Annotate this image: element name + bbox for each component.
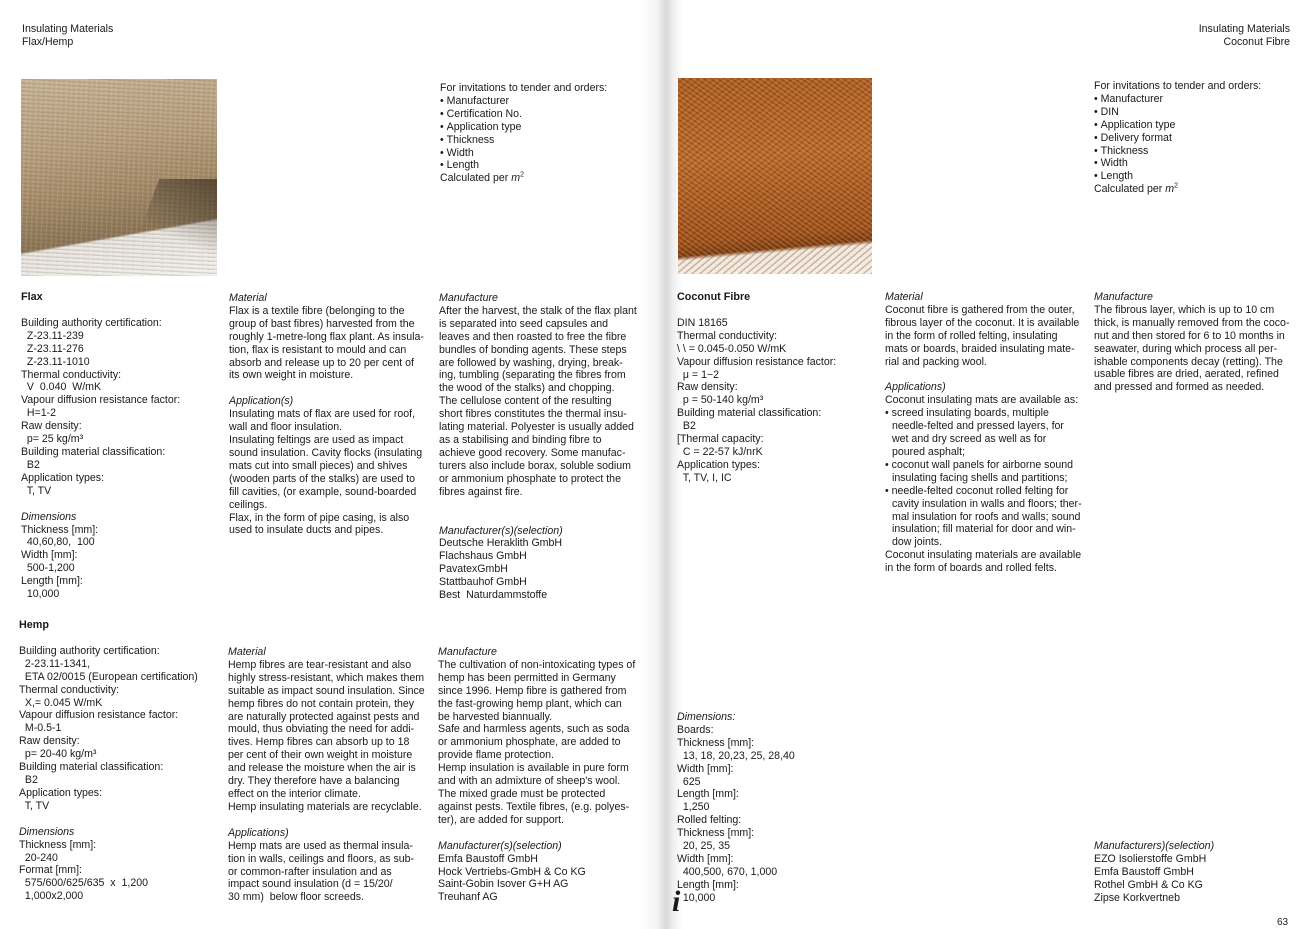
text-line: in the form of rolled felting, insulating: [885, 329, 1058, 342]
text-line: short fibres constitutes the thermal insu-: [439, 408, 627, 421]
tender-item: • Certification No.: [440, 108, 640, 121]
text-line: effect on the interior climate.: [228, 787, 361, 800]
tender-item: • Application type: [1094, 119, 1294, 132]
text-line: turers also include borax, soluble sodium: [439, 459, 631, 472]
dimension-line: 1,250: [677, 801, 710, 814]
property-line: B2: [677, 420, 696, 433]
hemp-material-text: [228, 659, 428, 814]
text-line: used to insulate ducts and pipes.: [229, 524, 384, 537]
flax-property-list: [21, 317, 221, 498]
text-line: the wood of the stalks) and chopping.: [439, 382, 615, 395]
flax-manufacturers-title: Manufacturer(s)(selection): [439, 524, 563, 537]
coconut-manufacturers: [1094, 840, 1294, 905]
hemp-manufacturers-title: Manufacturer(s)(selection): [438, 839, 562, 852]
text-line: wall and floor insulation.: [229, 421, 343, 434]
dimension-line: Rolled felting:: [677, 814, 742, 827]
text-line: as a stabilising and binding fibre to: [439, 433, 602, 446]
hemp-properties: [19, 619, 224, 903]
tender-item: • Delivery format: [1094, 132, 1294, 145]
text-line: ishable components decay (retting). The: [1094, 355, 1283, 368]
tender-item: • Thickness: [1094, 145, 1294, 158]
text-line: its own weight in moisture.: [229, 369, 354, 382]
dimension-line: 10,000: [677, 891, 716, 904]
flax-manufacture-title: Manufacture: [439, 292, 498, 304]
property-line: Application types:: [677, 458, 761, 471]
property-line: T, TV: [21, 484, 52, 497]
tender-item: • DIN: [1094, 106, 1294, 119]
coconut-material-column: [885, 291, 1090, 575]
application-bullet-continuation: wet and dry screed as well as for: [892, 433, 1047, 446]
text-line: seawater, during which process all per-: [1094, 342, 1278, 355]
dimension-line: 500-1,200: [21, 562, 75, 575]
hemp-dimensions-title: Dimensions: [19, 825, 75, 838]
text-line: lating material. Polyester is usually added: [439, 421, 634, 434]
text-line: roughly 1-metre-long flax plant. As insula-: [229, 330, 424, 343]
coconut-dimensions-title: Dimensions:: [677, 711, 736, 723]
property-line: Building authority certification:: [19, 644, 160, 657]
text-line: mats or boards, braided insulating mate-: [885, 342, 1075, 355]
text-line: dry. They therefore have a balancing: [228, 775, 400, 788]
text-line: are naturally protected against pests and: [228, 710, 420, 723]
tender-item: • Width: [1094, 157, 1294, 170]
text-line: tion in walls, ceilings and floors, as sub-: [228, 852, 415, 865]
manufacturer-name: Zipse Korkvertneb: [1094, 891, 1180, 904]
text-line: absorb and release up to 20 per cent of: [229, 356, 414, 369]
text-line: Insulating feltings are used as impact: [229, 434, 404, 447]
property-line: Building material classification:: [677, 407, 822, 420]
property-line: p= 25 kg/m³: [21, 433, 84, 446]
property-line: Building material classification:: [21, 445, 166, 458]
dimension-line: 625: [677, 775, 701, 788]
hemp-heading: Hemp: [19, 619, 49, 631]
text-line: Safe and harmless agents, such as soda: [438, 723, 630, 736]
tender-item: • Length: [1094, 170, 1294, 183]
text-line: suitable as impact sound insulation. Since: [228, 684, 425, 697]
dimension-line: Format [mm]:: [19, 864, 82, 877]
dimension-line: Length [mm]:: [677, 788, 739, 801]
property-line: \ \ = 0.045-0.050 W/mK: [677, 342, 787, 355]
dimension-line: 40,60,80, 100: [21, 536, 95, 549]
tender-title: For invitations to tender and orders:: [1094, 80, 1262, 92]
right-header-line2: Coconut Fibre: [1223, 36, 1290, 48]
flax-properties: [21, 291, 221, 601]
property-line: Vapour diffusion resistance factor:: [19, 709, 179, 722]
dimension-line: Length [mm]:: [677, 878, 739, 891]
property-line: C = 22-57 kJ/nrK: [677, 445, 763, 458]
dimension-line: 20, 25, 35: [677, 840, 731, 853]
text-line: After the harvest, the stalk of the flax plant: [439, 304, 637, 317]
manufacturer-name: Flachshaus GmbH: [439, 550, 527, 563]
flax-manufacturer-list: [439, 537, 639, 602]
property-line: Z-23.11-1010: [21, 355, 90, 368]
text-line: or ammonium phosphate, are added to: [438, 736, 621, 749]
coconut-heading: Coconut Fibre: [677, 291, 751, 303]
flax-manufacture-text: [439, 305, 639, 499]
text-line: rial and packing wool.: [885, 355, 987, 368]
text-line: The cellulose content of the resulting: [439, 395, 612, 408]
left-tender-box: [440, 82, 640, 185]
manufacturer-name: Deutsche Heraklith GmbH: [439, 537, 563, 550]
text-line: be harvested biannually.: [438, 710, 553, 723]
tender-item: • Manufacturer: [1094, 93, 1294, 106]
text-line: thick, is manually removed from the coco-: [1094, 316, 1290, 329]
manufacturer-name: Saint-Gobin Isover G+H AG: [438, 878, 569, 891]
text-line: Hemp insulation is available in pure form: [438, 762, 629, 775]
text-line: fibres against fire.: [439, 485, 523, 498]
right-tender-box: [1094, 80, 1294, 196]
property-line: Raw density:: [21, 420, 82, 433]
text-line: are followed by washing, drying, break-: [439, 356, 623, 369]
book-gutter: [640, 0, 682, 929]
coconut-manufacturers-title: Manufacturers)(selection): [1094, 840, 1215, 852]
flax-material-text: [229, 305, 429, 382]
manufacturer-name: Best Naturdammstoffe: [439, 589, 548, 602]
property-line: Building authority certification:: [21, 316, 162, 329]
hemp-applications-text: [228, 840, 428, 905]
text-line: Flax, in the form of pipe casing, is also: [229, 511, 410, 524]
dimension-line: 13, 18, 20,23, 25, 28,40: [677, 749, 795, 762]
property-line: Thermal conductivity:: [21, 368, 122, 381]
text-line: Hemp mats are used as thermal insula-: [228, 839, 413, 852]
left-header-line2: Flax/Hemp: [22, 36, 74, 48]
dimension-line: Width [mm]:: [21, 549, 78, 562]
text-line: the fast-growing hemp plant, which can: [438, 697, 622, 710]
property-line: Raw density:: [677, 381, 738, 394]
dimension-line: Thickness [mm]:: [19, 838, 97, 851]
coconut-applications-outro: [885, 549, 1090, 575]
text-line: The cultivation of non-intoxicating types of: [438, 658, 636, 671]
property-line: B2: [19, 773, 38, 786]
hemp-manufacture-text: [438, 659, 638, 827]
hemp-property-list: [19, 645, 224, 813]
dimension-line: Thickness [mm]:: [677, 736, 755, 749]
tender-item: • Width: [440, 147, 640, 160]
coconut-property-list: [677, 317, 877, 485]
margin-letter-glyph: i: [672, 885, 681, 918]
manufacturer-name: Emfa Baustoff GmbH: [438, 852, 538, 865]
property-line: Vapour diffusion resistance factor:: [21, 394, 181, 407]
flax-material-title: Material: [229, 292, 267, 304]
property-line: T, TV: [19, 799, 50, 812]
text-line: tives. Hemp fibres can absorb up to 18: [228, 736, 410, 749]
property-line: X,= 0.045 W/mK: [19, 696, 103, 709]
manufacturer-name: Rothel GmbH & Co KG: [1094, 878, 1203, 891]
property-line: Vapour diffusion resistance factor:: [677, 355, 837, 368]
property-line: Thermal conductivity:: [677, 329, 778, 342]
text-line: in the form of boards and rolled felts.: [885, 562, 1057, 575]
hemp-dimension-list: [19, 839, 224, 904]
hemp-applications-title: Applications): [228, 826, 289, 839]
text-line: Flax is a textile fibre (belonging to the: [229, 304, 405, 317]
property-line: H=1-2: [21, 407, 57, 420]
text-line: highly stress-resistant, which makes them: [228, 671, 425, 684]
flax-applications-title: Application(s): [229, 395, 294, 408]
text-line: leaves and then roasted to free the fibre: [439, 330, 627, 343]
tender-title: For invitations to tender and orders:: [440, 82, 608, 94]
coconut-material-title: Material: [885, 291, 923, 303]
text-line: mould, thus obviating the need for addi-: [228, 723, 415, 736]
text-line: bundles of bonding agents. These steps: [439, 343, 627, 356]
text-line: impact sound insulation (d = 15/20/: [228, 878, 393, 891]
dimension-line: 10,000: [21, 588, 60, 601]
flax-manufacture-column: [439, 292, 639, 602]
property-line: Z-23.11-239: [21, 329, 84, 342]
dimension-line: 575/600/625/635 x 1,200: [19, 877, 148, 890]
property-line: T, TV, I, IC: [677, 471, 732, 484]
application-bullet: • needle-felted coconut rolled felting for: [885, 484, 1069, 497]
hemp-manufacturer-list: [438, 853, 638, 905]
hemp-material-title: Material: [228, 646, 266, 658]
application-bullet-continuation: needle-felted and pressed layers, for: [892, 420, 1064, 433]
text-line: Hemp insulating materials are recyclable.: [228, 800, 422, 813]
dimension-line: 1,000x2,000: [19, 890, 84, 903]
coconut-manufacture-title: Manufacture: [1094, 291, 1153, 303]
text-line: achieve good recovery. Some manufac-: [439, 446, 626, 459]
property-line: 2-23.11-1341,: [19, 657, 91, 670]
dimension-line: Thickness [mm]:: [677, 827, 755, 840]
text-line: and pressed and formed as needed.: [1094, 381, 1265, 394]
property-line: p= 20-40 kg/m³: [19, 748, 97, 761]
property-line: Thermal conductivity:: [19, 683, 120, 696]
application-bullet-continuation: poured asphalt;: [892, 445, 966, 458]
dimension-line: Width [mm]:: [677, 852, 734, 865]
text-line: fill cavities, (or example, sound-boarded: [229, 485, 417, 498]
manufacturer-name: Emfa Baustoff GmbH: [1094, 865, 1194, 878]
right-running-header: [1199, 23, 1290, 49]
application-bullet-continuation: cavity insulation in walls and floors; ther-: [892, 497, 1082, 510]
right-header-line1: Insulating Materials: [1198, 23, 1290, 35]
tender-calc: Calculated per $m^2$: [1094, 182, 1178, 196]
application-bullet-continuation: mal insulation for roofs and walls; sound: [892, 510, 1081, 523]
tender-list: [1094, 93, 1294, 183]
text-line: tion, flax is resistant to mould and can: [229, 343, 407, 356]
application-bullet-continuation: insulating facing shells and partitions;: [892, 471, 1068, 484]
coconut-dimension-list: [677, 724, 877, 905]
property-line: M-0.5-1: [19, 722, 62, 735]
text-line: and with an admixture of sheep's wool.: [438, 775, 621, 788]
text-line: ter), are added for support.: [438, 813, 565, 826]
tender-item: • Thickness: [440, 134, 640, 147]
text-line: or common-rafter insulation and as: [228, 865, 392, 878]
text-line: mats cut into small pieces) and shives: [229, 459, 408, 472]
hemp-manufacture-title: Manufacture: [438, 646, 497, 658]
dimension-line: 400,500, 670, 1,000: [677, 865, 778, 878]
coconut-fibre-photo: [678, 78, 872, 274]
flax-material-column: [229, 292, 429, 537]
property-line: [Thermal capacity:: [677, 433, 764, 446]
left-header-line1: Insulating Materials: [22, 23, 114, 35]
manufacturer-name: Stattbauhof GmbH: [439, 576, 527, 589]
property-line: Application types:: [21, 471, 105, 484]
flax-heading: Flax: [21, 291, 43, 303]
left-running-header: [22, 23, 113, 49]
tender-item: • Length: [440, 159, 640, 172]
text-line: hemp fibres do not contain protein, they: [228, 697, 415, 710]
text-line: Hemp fibres are tear-resistant and also: [228, 658, 412, 671]
coconut-dimensions: [677, 711, 877, 905]
application-bullet-continuation: insulation; fill material for door and win-: [892, 523, 1076, 536]
text-line: per cent of their own weight in moisture: [228, 749, 413, 762]
text-line: nut and then stored for 6 to 10 months in: [1094, 329, 1285, 342]
property-line: Z-23.11-276: [21, 342, 84, 355]
coconut-properties: [677, 291, 877, 485]
manufacturer-name: Hock Vertriebs-GmbH & Co KG: [438, 865, 586, 878]
flax-dimensions-title: Dimensions: [21, 510, 77, 523]
coconut-manufacture-column: [1094, 291, 1294, 394]
text-line: sound insulation. Cavity flocks (insulating: [229, 446, 423, 459]
tender-item: • Manufacturer: [440, 95, 640, 108]
property-line: Application types:: [19, 786, 103, 799]
coconut-manufacture-text: [1094, 304, 1294, 394]
text-line: or ammonium phosphate to protect the: [439, 472, 621, 485]
coconut-material-text: [885, 304, 1090, 369]
property-line: V 0.040 W/mK: [21, 381, 102, 394]
manufacturer-name: EZO Isolierstoffe GmbH: [1094, 852, 1207, 865]
application-bullet: • coconut wall panels for airborne sound: [885, 458, 1074, 471]
tender-calc: Calculated per $m^2$: [440, 171, 524, 185]
tender-list: [440, 95, 640, 172]
application-bullet: • screed insulating boards, multiple: [885, 407, 1049, 420]
text-line: and release the moisture when the air is: [228, 762, 416, 775]
tender-item: • Application type: [440, 121, 640, 134]
coconut-applications-title: Applications): [885, 381, 946, 394]
flax-insulation-photo: [21, 79, 217, 276]
text-line: since 1996. Hemp fibre is gathered from: [438, 684, 627, 697]
property-line: μ = 1−2: [677, 368, 720, 381]
text-line: Coconut fibre is gathered from the outer,: [885, 303, 1075, 316]
coconut-applications-list: [885, 407, 1090, 549]
text-line: ceilings.: [229, 498, 268, 511]
text-line: group of bast fibres) harvested from the: [229, 317, 415, 330]
property-line: Raw density:: [19, 735, 80, 748]
property-line: B2: [21, 458, 40, 471]
text-line: fibrous layer of the coconut. It is available: [885, 316, 1080, 329]
text-line: is separated into seed capsules and: [439, 317, 609, 330]
text-line: The fibrous layer, which is up to 10 cm: [1094, 303, 1275, 316]
text-line: Insulating mats of flax are used for roof,: [229, 408, 416, 421]
text-line: The mixed grade must be protected: [438, 787, 606, 800]
page-number: 63: [1277, 917, 1289, 928]
coconut-applications-intro: Coconut insulating mats are available as:: [885, 394, 1079, 407]
hemp-material-column: [228, 646, 428, 904]
manufacturer-name: Treuhanf AG: [438, 891, 498, 904]
property-line: ETA 02/0015 (European certification): [19, 670, 198, 683]
manufacturer-name: PavatexGmbH: [439, 563, 508, 576]
text-line: Coconut insulating materials are available: [885, 549, 1082, 562]
dimension-line: Thickness [mm]:: [21, 523, 99, 536]
dimension-line: Boards:: [677, 723, 714, 736]
flax-dimension-list: [21, 524, 221, 601]
hemp-manufacture-column: [438, 646, 638, 904]
coconut-manufacturer-list: [1094, 853, 1294, 905]
text-line: against pests. Textile fibres, (e.g. polyes-: [438, 800, 630, 813]
text-line: (wooden parts of the stalks) are used to: [229, 472, 416, 485]
text-line: hemp has been permitted in Germany: [438, 671, 616, 684]
text-line: 30 mm) below floor screeds.: [228, 891, 365, 904]
text-line: usable fibres are dried, aerated, refined: [1094, 368, 1279, 381]
text-line: provide flame protection.: [438, 749, 555, 762]
dimension-line: Length [mm]:: [21, 575, 83, 588]
application-bullet-continuation: dow joints.: [892, 536, 943, 549]
text-line: ing, tumbling (separating the fibres from: [439, 369, 626, 382]
property-line: DIN 18165: [677, 316, 728, 329]
flax-applications-text: [229, 408, 429, 537]
property-line: p = 50-140 kg/m³: [677, 394, 764, 407]
dimension-line: 20-240: [19, 851, 58, 864]
property-line: Building material classification:: [19, 761, 164, 774]
dimension-line: Width [mm]:: [677, 762, 734, 775]
